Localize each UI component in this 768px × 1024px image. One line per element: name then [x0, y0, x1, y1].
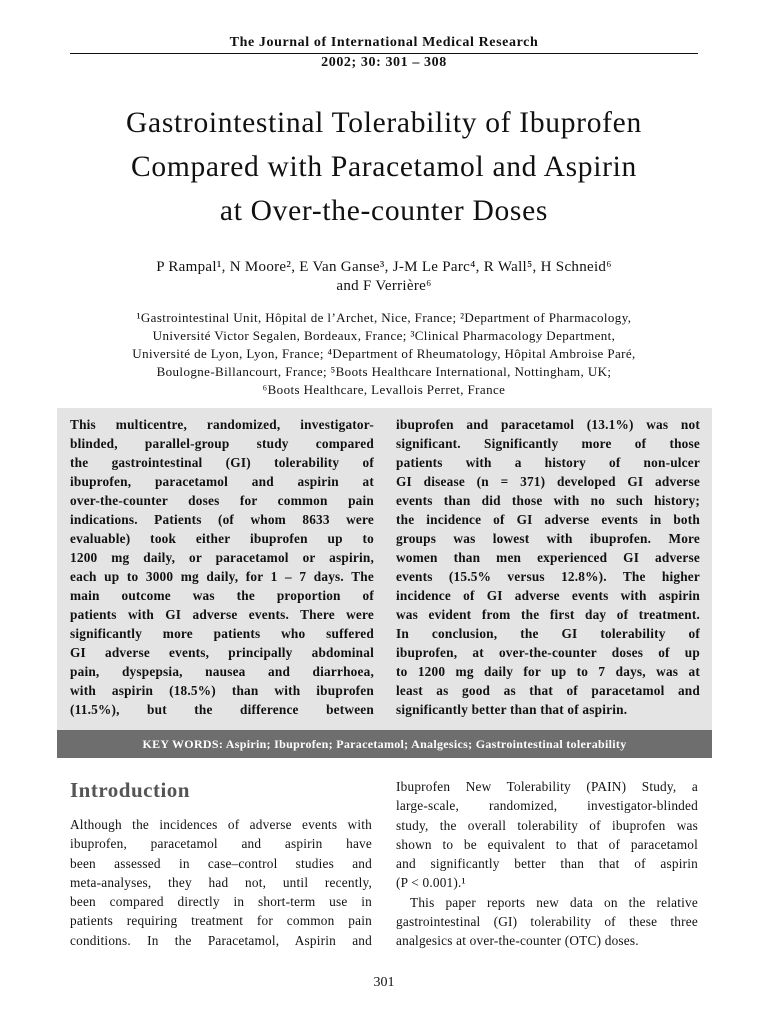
abstract-line: the incidence of GI adverse events in both [396, 512, 700, 527]
abstract-line: indications. Patients (of whom 8633 were [70, 512, 374, 527]
abstract-left-column [70, 415, 374, 719]
header-rule [70, 53, 698, 54]
introduction-right-column [396, 777, 698, 951]
abstract-line: GI disease (n = 371) developed GI adverse [396, 474, 700, 489]
abstract-line: In conclusion, the GI tolerability of [396, 626, 700, 641]
title-line: at Over-the-counter Doses [219, 195, 549, 227]
abstract-line: over-the-counter doses for common pain [70, 493, 374, 508]
introduction-left-column [70, 815, 372, 950]
affiliation-line: Boulogne-Billancourt, France; ⁵Boots Healthcare International, Nottingham, UK; [156, 364, 612, 379]
affiliation-line: ⁶Boots Healthcare, Levallois Perret, France [262, 382, 506, 397]
abstract-line: to 1200 mg daily for up to 7 days, was at [396, 664, 700, 679]
abstract-line: This multicentre, randomized, investigator- [70, 417, 374, 432]
body-line: been assessed in case–control studies and [70, 855, 372, 871]
abstract-line: (11.5%), but the difference between [70, 702, 374, 717]
body-line: (P < 0.001).¹ [396, 875, 466, 891]
abstract-line: evaluable) took either ibuprofen up to [70, 531, 374, 546]
body-line: large-scale, randomized, investigator-blinded [396, 798, 698, 814]
abstract-line: was evident from the first day of treatment. [396, 607, 700, 622]
abstract-line: blinded, parallel-group study compared [70, 436, 374, 451]
abstract-line: the gastrointestinal (GI) tolerability of [70, 455, 374, 470]
abstract-line: groups was lowest with ibuprofen. More [396, 531, 700, 546]
affiliation-line: ¹Gastrointestinal Unit, Hôpital de l’Archet, Nice, France; ²Department of Pharmacology, [136, 310, 632, 325]
abstract-line: ibuprofen, at over-the-counter doses of up [396, 645, 700, 660]
citation: 2002; 30: 301 – 308 [321, 55, 447, 70]
body-line: study, the overall tolerability of ibuprofen was [396, 817, 698, 833]
affiliations [50, 309, 718, 399]
abstract-line: events (15.5% versus 12.8%). The higher [396, 569, 700, 584]
abstract-line: events than did those with no such history; [396, 493, 700, 508]
abstract-line: least as good as that of paracetamol and [396, 683, 700, 698]
abstract-line: patients with a history of non-ulcer [396, 455, 700, 470]
page-number: 301 [373, 975, 395, 990]
body-line: gastrointestinal (GI) tolerability of these three [396, 914, 698, 930]
body-line: shown to be equivalent to that of paracetamol [396, 836, 698, 852]
abstract-line: each up to 3000 mg daily, for 1 – 7 days. The [70, 569, 374, 584]
abstract-line: significantly better than that of aspirin. [396, 702, 628, 717]
body-line: This paper reports new data on the relative [410, 894, 698, 910]
body-line: Although the incidences of adverse events with [70, 817, 372, 832]
body-line: ibuprofen, paracetamol and aspirin have [70, 836, 372, 852]
abstract-line: ibuprofen, paracetamol and aspirin at [70, 474, 374, 489]
abstract-line: ibuprofen and paracetamol (13.1%) was not [396, 417, 700, 432]
authors-line: and F Verrière⁶ [336, 278, 432, 294]
body-line: conditions. In the Paracetamol, Aspirin and [70, 932, 372, 948]
body-line: meta-analyses, they had not, until recently, [70, 874, 372, 890]
article-title [40, 101, 728, 233]
title-line: Gastrointestinal Tolerability of Ibuprofen [126, 107, 642, 139]
affiliation-line: Université Victor Segalen, Bordeaux, France; ³Clinical Pharmacology Department, [152, 328, 616, 343]
body-line: Ibuprofen New Tolerability (PAIN) Study, a [396, 779, 698, 794]
abstract-line: GI adverse events, principally abdominal [70, 645, 374, 660]
body-line: patients requiring treatment for common pain [70, 913, 372, 929]
body-line: analgesics at over-the-counter (OTC) doses. [396, 933, 639, 949]
abstract-line: main outcome was the proportion of [70, 588, 374, 603]
abstract-line: patients with GI adverse events. There were [70, 607, 374, 622]
authors-line: P Rampal¹, N Moore², E Van Ganse³, J-M Le Parc⁴, R Wall⁵, H Schneid⁶ [156, 259, 612, 275]
abstract-line: significantly more patients who suffered [70, 626, 374, 641]
abstract-right-column [396, 415, 700, 719]
abstract-line: 1200 mg daily, or paracetamol or aspirin, [70, 550, 374, 565]
body-line: been compared directly in short-term use in [70, 894, 372, 910]
title-line: Compared with Paracetamol and Aspirin [131, 151, 637, 183]
abstract-line: significant. Significantly more of those [396, 436, 700, 451]
abstract-line: pain, dyspepsia, nausea and diarrhoea, [70, 664, 374, 679]
journal-name: The Journal of International Medical Research [229, 35, 539, 50]
affiliation-line: Université de Lyon, Lyon, France; ⁴Department of Rheumatology, Hôpital Ambroise Paré, [132, 346, 636, 361]
body-line: and significantly better than that of aspirin [396, 856, 698, 872]
abstract-line: women than men experienced GI adverse [396, 550, 700, 565]
abstract-line: with aspirin (18.5%) than with ibuprofen [70, 683, 374, 698]
authors [40, 258, 728, 296]
introduction-heading: Introduction [70, 778, 190, 802]
abstract-line: incidence of GI adverse events with aspirin [396, 588, 700, 603]
keywords-bar: KEY WORDS: Aspirin; Ibuprofen; Paracetamol; Analgesics; Gastrointestinal tolerability [57, 730, 712, 758]
